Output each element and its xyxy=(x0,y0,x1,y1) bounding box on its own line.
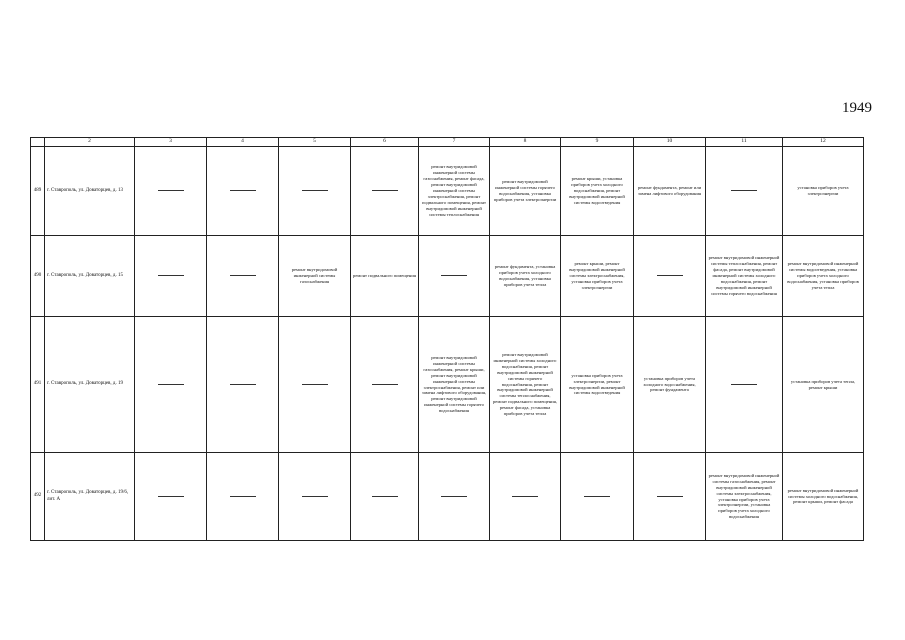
empty-cell-c8 xyxy=(490,453,561,541)
column-number-10: 10 xyxy=(634,138,706,147)
table-row xyxy=(31,236,864,317)
empty-cell-c9 xyxy=(561,453,634,541)
empty-cell-c4 xyxy=(207,317,279,453)
empty-cell-c5 xyxy=(279,147,351,236)
column-number-2: 2 xyxy=(45,138,135,147)
dash-mark xyxy=(302,496,328,497)
address-cell: г. Ставрополь, ул. Доваторцев, д. 19/6, лит. А xyxy=(45,453,135,541)
table-row xyxy=(31,453,864,541)
repair-schedule-table xyxy=(30,137,864,541)
work-cell-c12: ремонт внутридомовой инженерной системы холодного водоснабжения, ремонт крыши, ремонт фасада xyxy=(783,453,864,541)
empty-cell-c4 xyxy=(207,236,279,317)
column-number-12: 12 xyxy=(783,138,864,147)
column-number-5: 5 xyxy=(279,138,351,147)
empty-cell-c10 xyxy=(634,453,706,541)
dash-mark xyxy=(657,275,683,276)
dash-mark xyxy=(302,384,328,385)
address-cell: г. Ставрополь, ул. Доваторцев, д. 15 xyxy=(45,236,135,317)
work-cell-c12: установка приборов учета электроэнергии xyxy=(783,147,864,236)
empty-cell-c6 xyxy=(351,317,419,453)
work-cell-c7: ремонт внутридомовой инженерной системы газоснабжения, ремонт фасада, ремонт внутридомовой инженерной системы электроснабжения, ремонт подвального помещения, ремонт внутридомовой инженерной системы теплоснабжения xyxy=(419,147,490,236)
work-cell-c9: ремонт крыши, ремонт внутридомовой инженерной системы электроснабжения, установка приборов учета электроэнергии xyxy=(561,236,634,317)
dash-mark xyxy=(230,275,256,276)
dash-mark xyxy=(372,384,398,385)
work-cell-c12: установка приборов учета тепла, ремонт крыши xyxy=(783,317,864,453)
row-number: 490 xyxy=(31,236,45,317)
empty-cell-c11 xyxy=(706,147,783,236)
work-cell-c9: ремонт крыши, установка приборов учета холодного водоснабжения, ремонт внутридомовой инженерной системы водоотведения xyxy=(561,147,634,236)
dash-mark xyxy=(441,496,467,497)
dash-mark xyxy=(372,496,398,497)
empty-cell-c11 xyxy=(706,317,783,453)
empty-cell-c3 xyxy=(135,147,207,236)
address-cell: г. Ставрополь, ул. Доваторцев, д. 19 xyxy=(45,317,135,453)
empty-cell-c3 xyxy=(135,317,207,453)
empty-cell-c6 xyxy=(351,147,419,236)
column-number-9: 9 xyxy=(561,138,634,147)
work-cell-c11: ремонт внутридомовой инженерной системы газоснабжения, ремонт внутридомовой инженерной системы электроснабжения, установка приборов учета электроэнергии, установка приборов учета холодного водоснабжения xyxy=(706,453,783,541)
work-cell-c8: ремонт внутридомовой инженерной системы холодного водоснабжения, ремонт внутридомовой инженерной системы горячего водоснабжения, ремонт внутридомовой инженерной системы теплоснабжения, ремонт подвального помещения, ремонт фасада, установка приборов учета тепла xyxy=(490,317,561,453)
dash-mark xyxy=(230,384,256,385)
dash-mark xyxy=(441,275,467,276)
column-number-1 xyxy=(31,138,45,147)
dash-mark xyxy=(302,190,328,191)
empty-cell-c4 xyxy=(207,147,279,236)
column-number-3: 3 xyxy=(135,138,207,147)
dash-mark xyxy=(372,190,398,191)
column-number-8: 8 xyxy=(490,138,561,147)
empty-cell-c3 xyxy=(135,453,207,541)
dash-mark xyxy=(657,496,683,497)
work-cell-c9: установка приборов учета электроэнергии, ремонт внутридомовой инженерной системы водоотведения xyxy=(561,317,634,453)
column-number-7: 7 xyxy=(419,138,490,147)
dash-mark xyxy=(230,190,256,191)
empty-cell-c6 xyxy=(351,453,419,541)
table-row xyxy=(31,147,864,236)
row-number: 489 xyxy=(31,147,45,236)
dash-mark xyxy=(158,384,184,385)
row-number: 492 xyxy=(31,453,45,541)
empty-cell-c3 xyxy=(135,236,207,317)
table-row xyxy=(31,317,864,453)
work-cell-c10: установка приборов учета холодного водоснабжения, ремонт фундамента xyxy=(634,317,706,453)
empty-cell-c7 xyxy=(419,453,490,541)
dash-mark xyxy=(158,190,184,191)
column-number-11: 11 xyxy=(706,138,783,147)
dash-mark xyxy=(731,384,757,385)
work-cell-c8: ремонт фундамента, установка приборов учета холодного водоснабжения, установка приборов учета тепла xyxy=(490,236,561,317)
dash-mark xyxy=(731,190,757,191)
empty-cell-c5 xyxy=(279,317,351,453)
work-cell-c8: ремонт внутридомовой инженерной системы горячего водоснабжения, установка приборов учета электроэнергии xyxy=(490,147,561,236)
dash-mark xyxy=(230,496,256,497)
empty-cell-c10 xyxy=(634,236,706,317)
work-cell-c12: ремонт внутридомовой инженерной системы водоотведения, установка приборов учета холодного водоснабжения, установка приборов учета тепла xyxy=(783,236,864,317)
empty-cell-c7 xyxy=(419,236,490,317)
dash-mark xyxy=(158,496,184,497)
row-number: 491 xyxy=(31,317,45,453)
dash-mark xyxy=(584,496,610,497)
column-number-row xyxy=(31,138,864,147)
work-cell-c11: ремонт внутридомовой инженерной системы теплоснабжения, ремонт фасада, ремонт внутридомовой инженерной системы холодного водоснабжения, ремонт внутридомовой инженерной системы горячего водоснабжения xyxy=(706,236,783,317)
work-cell-c10: ремонт фундамента, ремонт или замена лифтового оборудования xyxy=(634,147,706,236)
dash-mark xyxy=(512,496,538,497)
work-cell-c5: ремонт внутридомовой инженерной системы газоснабжения xyxy=(279,236,351,317)
address-cell: г. Ставрополь, ул. Доваторцев, д. 13 xyxy=(45,147,135,236)
work-cell-c6: ремонт подвального помещения xyxy=(351,236,419,317)
empty-cell-c5 xyxy=(279,453,351,541)
column-number-6: 6 xyxy=(351,138,419,147)
work-cell-c7: ремонт внутридомовой инженерной системы газоснабжения, ремонт крыши, ремонт внутридомовой инженерной системы электроснабжения, ремонт или замена лифтового оборудования, ремонт внутридомовой инженерной системы горячего водоснабжения xyxy=(419,317,490,453)
column-number-4: 4 xyxy=(207,138,279,147)
dash-mark xyxy=(158,275,184,276)
empty-cell-c4 xyxy=(207,453,279,541)
page-number: 1949 xyxy=(842,100,872,116)
